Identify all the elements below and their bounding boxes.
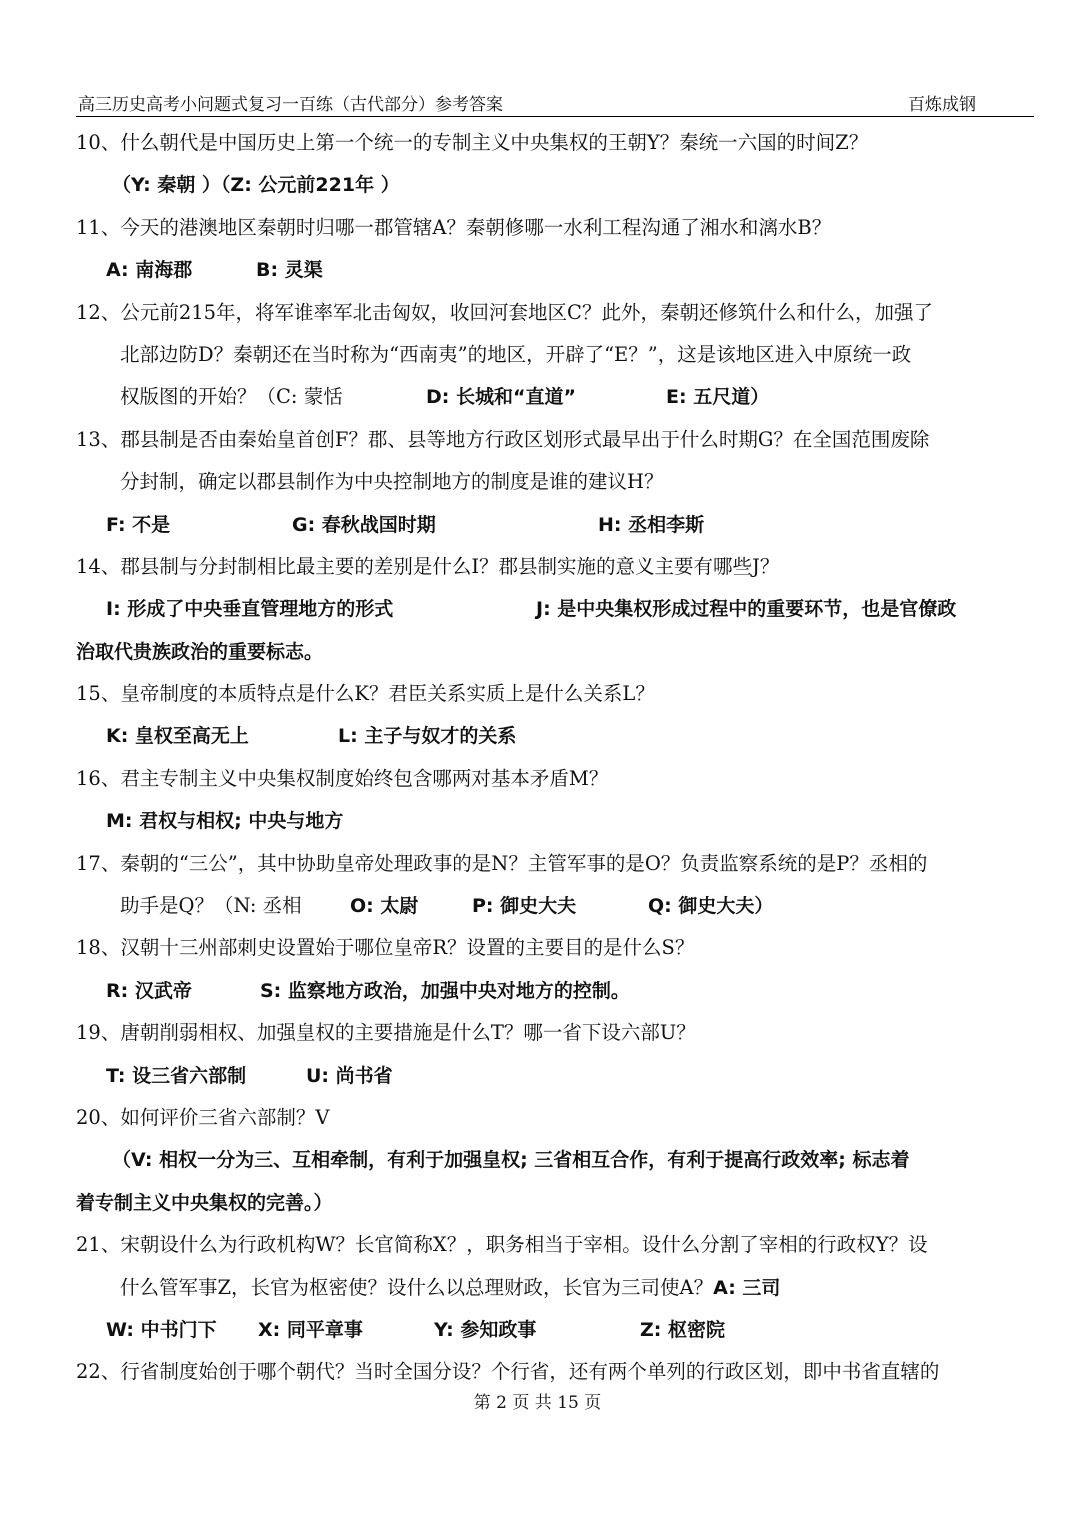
answer-segment: F: 不是	[106, 513, 171, 536]
answer-segment: U: 尚书省	[306, 1064, 393, 1087]
answer-segment: K: 皇权至高无上	[106, 725, 249, 748]
question-line: 11、今天的港澳地区秦朝时归哪一郡管辖A？秦朝修哪一水利工程沟通了湘水和漓水B？	[76, 215, 832, 239]
answer-segment: E: 五尺道）	[666, 386, 770, 409]
page-header	[76, 88, 1034, 117]
answer-line	[76, 970, 1034, 1012]
answer-segment: I: 形成了中央垂直管理地方的形式	[106, 598, 394, 621]
answer-segment: J: 是中央集权形成过程中的重要环节，也是官僚政	[536, 598, 957, 621]
question-line: 22、行省制度始创于哪个朝代？当时全国分设？个行省，还有两个单列的行政区划，即中书省直辖的	[76, 1360, 940, 1384]
answer-line: （V: 相权一分为三、互相牵制，有利于加强皇权; 三省相互合作，有利于提高行政效率; 标志着	[112, 1149, 910, 1172]
question-line: 21、宋朝设什么为行政机构W？长官简称X？，职务相当于宰相。设什么分割了宰相的行政权Y？设	[76, 1233, 928, 1257]
answer-segment: T: 设三省六部制	[106, 1064, 247, 1087]
header-right-text: 百炼成钢	[908, 95, 976, 115]
answer-content	[76, 122, 1034, 1394]
answer-line: （Y: 秦朝 ）（Z: 公元前221年 ）	[112, 174, 400, 197]
answer-line	[76, 1309, 1034, 1351]
question-line: 16、君主专制主义中央集权制度始终包含哪两对基本矛盾M？	[76, 766, 609, 790]
question-line: 20、如何评价三省六部制？V	[76, 1105, 330, 1129]
answer-line: 着专制主义中央集权的完善。）	[76, 1191, 333, 1214]
answer-segment: D: 长城和“直道”	[426, 386, 576, 409]
question-line: 北部边防D？秦朝还在当时称为“西南夷”的地区，开辟了“E？”，这是该地区进入中原统一政	[120, 342, 912, 366]
question-line: 18、汉朝十三州部刺史设置始于哪位皇帝R？设置的主要目的是什么S？	[76, 936, 695, 960]
question-line: 13、郡县制是否由秦始皇首创F？郡、县等地方行政区划形式最早出于什么时期G？在全国范围废除	[76, 427, 930, 451]
mixed-line	[76, 885, 1034, 927]
question-line: 19、唐朝削弱相权、加强皇权的主要措施是什么T？哪一省下设六部U？	[76, 1021, 696, 1045]
answer-segment: Z: 枢密院	[640, 1318, 725, 1341]
answer-segment: H: 丞相李斯	[598, 513, 705, 536]
answer-segment: X: 同平章事	[258, 1318, 363, 1341]
answer-segment: W: 中书门下	[106, 1318, 217, 1341]
answer-segment: L: 主子与奴才的关系	[338, 725, 517, 748]
question-segment: 权版图的开始？（C: 蒙恬	[120, 385, 343, 409]
answer-segment: A: 南海郡	[106, 259, 193, 282]
answer-segment: Q: 御史大夫）	[648, 895, 774, 918]
answer-segment: O: 太尉	[350, 895, 419, 918]
question-line: 分封制，确定以郡县制作为中央控制地方的制度是谁的建议H？	[120, 470, 664, 494]
mixed-line	[76, 376, 1034, 418]
answer-segment: R: 汉武帝	[106, 979, 192, 1002]
answer-line	[76, 588, 1034, 630]
question-line: 14、郡县制与分封制相比最主要的差别是什么I？郡县制实施的意义主要有哪些J？	[76, 554, 780, 578]
question-line: 12、公元前215年，将军谁率军北击匈奴，收回河套地区C？此外，秦朝还修筑什么和什么，加强了	[76, 300, 933, 324]
answer-line	[76, 1055, 1034, 1097]
question-line: 15、皇帝制度的本质特点是什么K？君臣关系实质上是什么关系L？	[76, 682, 655, 706]
answer-line	[76, 715, 1034, 757]
answer-segment: A: 三司	[713, 1276, 781, 1299]
answer-line	[76, 504, 1034, 546]
question-segment: 助手是Q？（N: 丞相	[120, 894, 302, 918]
mixed-line	[76, 1267, 1034, 1309]
answer-line	[76, 249, 1034, 291]
answer-segment: B: 灵渠	[256, 259, 323, 282]
answer-line: M: 君权与相权; 中央与地方	[106, 810, 344, 833]
question-line: 17、秦朝的“三公”，其中协助皇帝处理政事的是N？主管军事的是O？负责监察系统的是P？丞相的	[76, 851, 928, 875]
answer-segment: G: 春秋战国时期	[292, 513, 436, 536]
page-footer: 第 2 页 共 15 页	[473, 1393, 602, 1413]
answer-segment: P: 御史大夫	[472, 895, 577, 918]
answer-line: 治取代贵族政治的重要标志。	[76, 640, 324, 663]
question-line: 10、什么朝代是中国历史上第一个统一的专制主义中央集权的王朝Y？秦统一六国的时间Z？	[76, 131, 869, 154]
header-title: 高三历史高考小问题式复习一百练（古代部分）参考答案	[78, 95, 503, 115]
answer-segment: Y: 参知政事	[434, 1318, 537, 1341]
question-segment: 什么管军事Z，长官为枢密使？设什么以总理财政，长官为三司使A？	[120, 1275, 714, 1299]
answer-segment: S: 监察地方政治，加强中央对地方的控制。	[260, 979, 630, 1002]
